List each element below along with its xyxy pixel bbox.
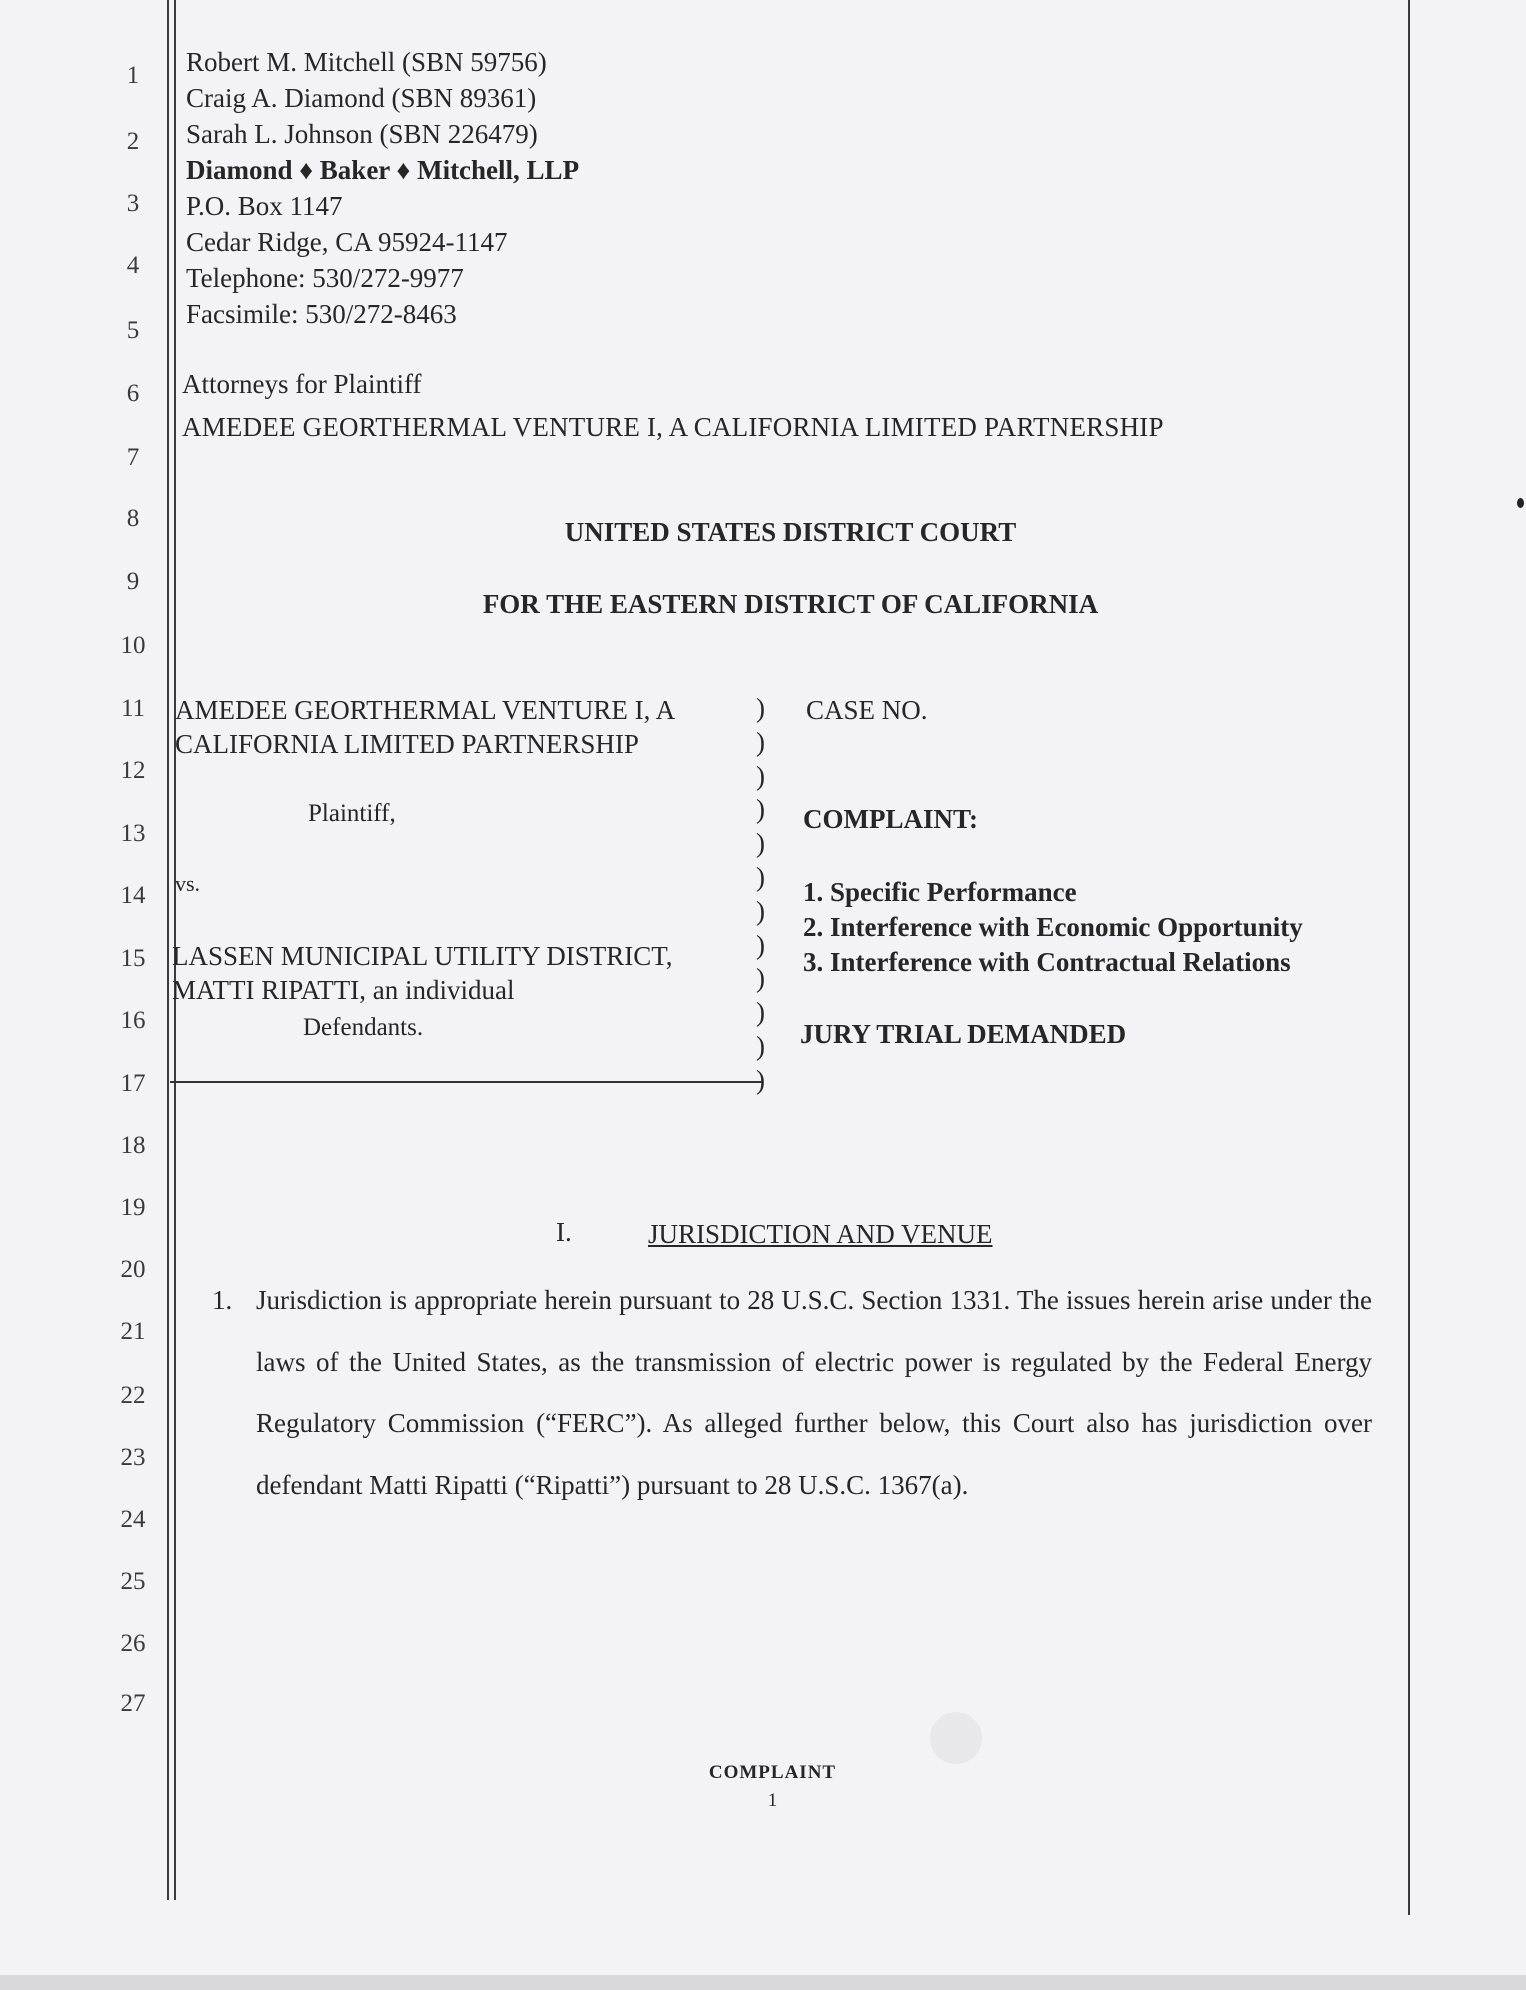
line-number: 6	[126, 380, 140, 407]
line-number: 20	[120, 1256, 146, 1283]
versus: vs.	[175, 871, 201, 896]
address-line: Cedar Ridge, CA 95924-1147	[186, 227, 508, 257]
right-margin-rule	[1408, 0, 1410, 1915]
line-number: 17	[120, 1070, 146, 1097]
attorney-name: Robert M. Mitchell (SBN 59756)	[186, 47, 547, 77]
court-district: FOR THE EASTERN DISTRICT OF CALIFORNIA	[482, 589, 1099, 619]
line-number: 13	[120, 820, 146, 847]
line-number: 4	[126, 252, 140, 279]
line-number: 3	[126, 190, 140, 217]
case-number-label: CASE NO.	[806, 695, 928, 725]
paragraph-number: 1.	[212, 1285, 233, 1315]
plaintiff-role: Plaintiff,	[308, 800, 396, 827]
attorney-name: Craig A. Diamond (SBN 89361)	[186, 83, 537, 113]
claim-item: 1. Specific Performance	[803, 877, 1077, 907]
defendant-caption: LASSEN MUNICIPAL UTILITY DISTRICT,	[172, 941, 673, 971]
line-number: 26	[120, 1630, 146, 1657]
facsimile: Facsimile: 530/272-8463	[186, 299, 457, 329]
section-title: JURISDICTION AND VENUE	[648, 1219, 993, 1249]
left-margin-rule-outer	[167, 0, 169, 1900]
paragraph-text: Jurisdiction is appropriate herein pursuant to 28 U.S.C. Section 1331. The issues herein arise under the laws of the United States, as the transmission of electric power is regulated by the Federal Energy Regulatory Commission (“FERC”). As alleged further below, this Court also has jurisdiction over defendant Matti Ripatti (“Ripatti”) pursuant to 28 U.S.C. 1367(a).	[256, 1285, 1372, 1500]
attorneys-for-label: Attorneys for Plaintiff	[182, 369, 422, 399]
line-number: 9	[126, 568, 140, 595]
line-number: 7	[126, 444, 140, 471]
firm-name: Diamond ♦ Baker ♦ Mitchell, LLP	[186, 155, 580, 185]
paragraph	[212, 1270, 1372, 1516]
scan-mark	[1517, 498, 1524, 508]
line-number: 24	[120, 1506, 146, 1533]
line-number: 22	[120, 1382, 146, 1409]
line-number: 23	[120, 1444, 146, 1471]
plaintiff-caption: AMEDEE GEORTHERMAL VENTURE I, A	[175, 695, 676, 725]
defendant-role: Defendants.	[303, 1014, 424, 1041]
line-number: 2	[126, 128, 140, 155]
address-line: P.O. Box 1147	[186, 191, 343, 221]
footer-title: COMPLAINT	[708, 1762, 837, 1783]
line-number: 18	[120, 1132, 146, 1159]
defendant-caption: MATTI RIPATTI, an individual	[172, 975, 515, 1005]
plaintiff-caption: CALIFORNIA LIMITED PARTNERSHIP	[175, 729, 639, 759]
line-number: 16	[120, 1007, 146, 1034]
line-number: 1	[126, 62, 140, 89]
attorney-name: Sarah L. Johnson (SBN 226479)	[186, 119, 538, 149]
telephone: Telephone: 530/272-9977	[186, 263, 464, 293]
jury-demand: JURY TRIAL DEMANDED	[800, 1019, 1127, 1049]
scan-smudge	[930, 1712, 982, 1764]
line-number: 12	[120, 757, 146, 784]
line-number: 21	[120, 1318, 146, 1345]
line-number: 14	[120, 882, 146, 909]
line-number: 5	[126, 317, 140, 344]
complaint-heading: COMPLAINT:	[803, 804, 978, 834]
line-number: 25	[120, 1568, 146, 1595]
page-number: 1	[767, 1790, 778, 1811]
line-number: 15	[120, 945, 146, 972]
court-title: UNITED STATES DISTRICT COURT	[564, 517, 1017, 547]
line-number: 27	[120, 1690, 146, 1717]
line-number: 19	[120, 1194, 146, 1221]
line-number: 8	[126, 505, 140, 532]
section-number: I.	[556, 1217, 572, 1247]
claim-item: 2. Interference with Economic Opportunity	[803, 912, 1303, 942]
line-number: 11	[120, 695, 146, 722]
plaintiff-name: AMEDEE GEORTHERMAL VENTURE I, A CALIFORNIA LIMITED PARTNERSHIP	[182, 412, 1164, 442]
line-number: 10	[120, 632, 146, 659]
claim-item: 3. Interference with Contractual Relations	[803, 947, 1291, 977]
scan-bottom-edge	[0, 1975, 1526, 1990]
caption-separator: ) ) ) ) ) ) ) ) ) ) ) )	[756, 693, 765, 1095]
caption-underline	[170, 1081, 762, 1083]
